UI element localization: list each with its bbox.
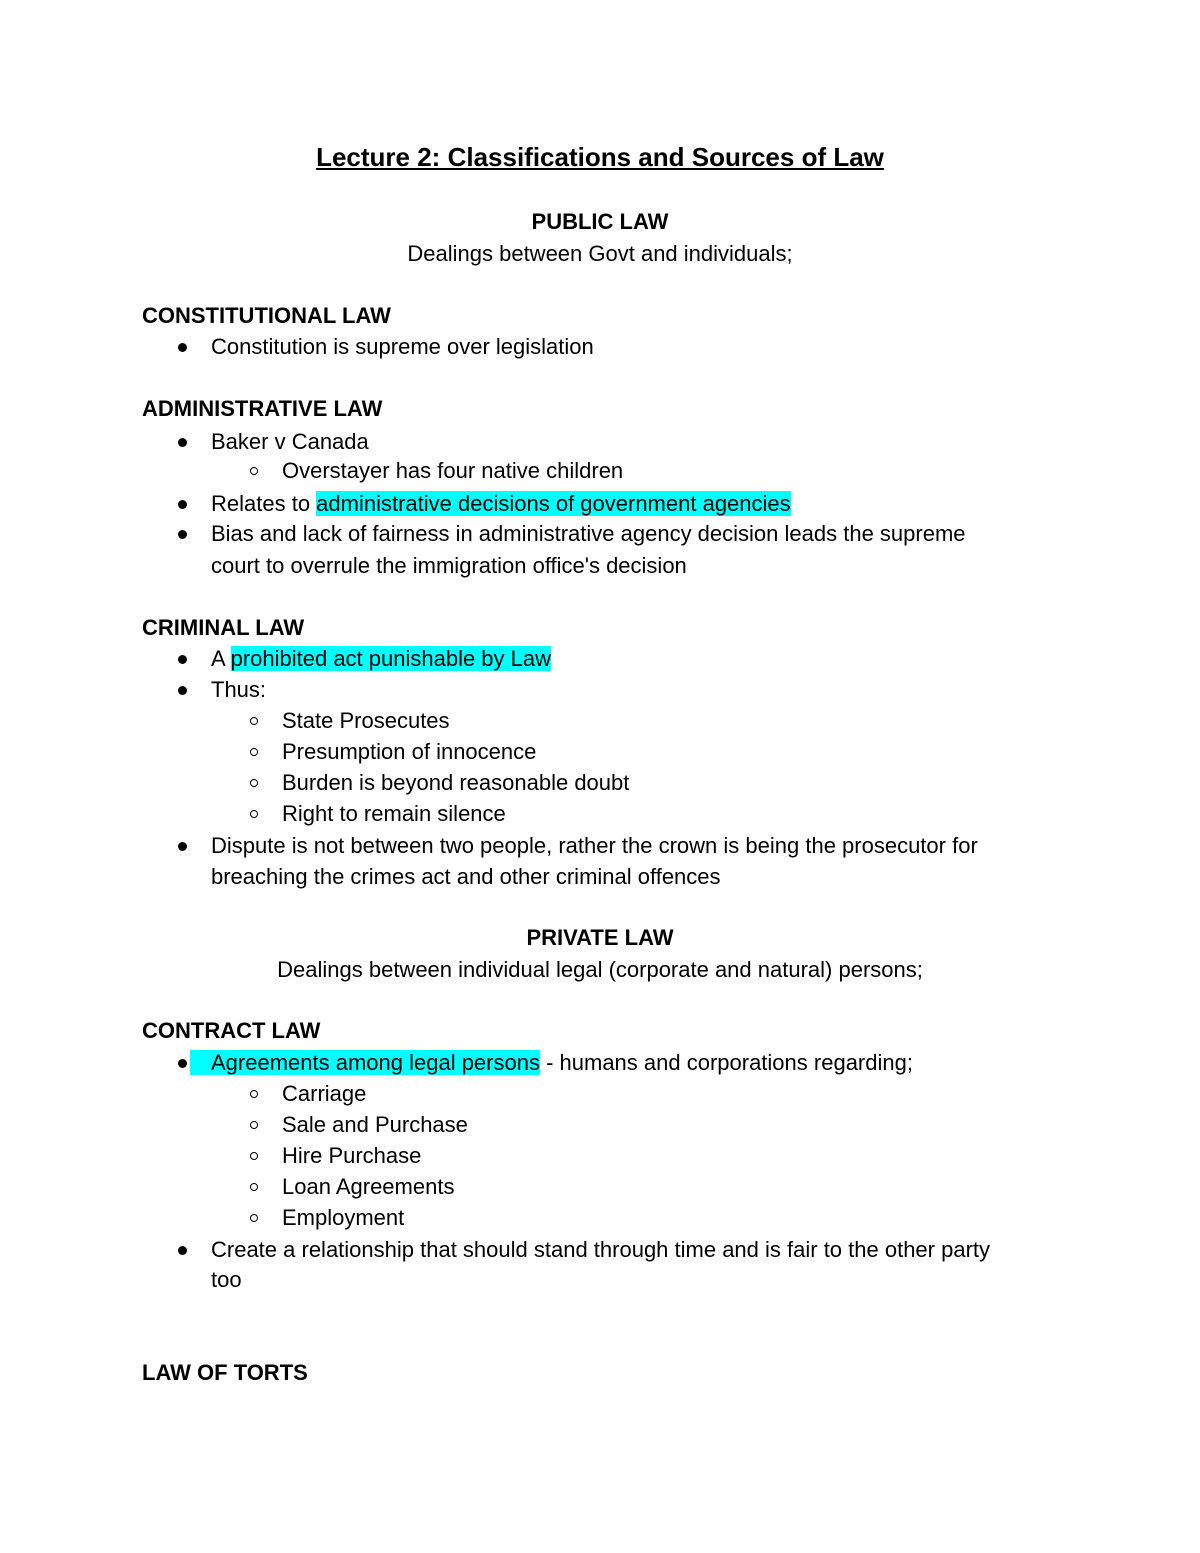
bullet-icon xyxy=(178,343,187,352)
sub-bullet-icon xyxy=(250,1214,258,1222)
administrative-bullet-3-line-2: court to overrule the immigration office's decision xyxy=(211,553,687,578)
administrative-law-heading: ADMINISTRATIVE LAW xyxy=(142,396,383,421)
contract-sub-bullet-1: Carriage xyxy=(282,1081,367,1106)
sub-bullet-icon xyxy=(250,748,258,756)
criminal-bullet-3-line-1: Dispute is not between two people, rather the crown is being the prosecutor for xyxy=(211,833,978,858)
sub-bullet-icon xyxy=(250,1152,258,1160)
sub-bullet-icon xyxy=(250,1121,258,1129)
contract-bullet-1 xyxy=(190,1048,913,1078)
criminal-bullet-2: Thus: xyxy=(211,677,267,702)
administrative-sub-bullet-1: Overstayer has four native children xyxy=(282,458,624,483)
criminal-bullet-1 xyxy=(211,644,551,674)
sub-bullet-icon xyxy=(250,810,258,818)
administrative-bullet-3-line-1: Bias and lack of fairness in administrative agency decision leads the supreme xyxy=(211,521,966,546)
private-law-subtitle: Dealings between individual legal (corporate and natural) persons; xyxy=(277,957,923,982)
criminal-sub-bullet-4: Right to remain silence xyxy=(282,801,506,826)
public-law-heading: PUBLIC LAW xyxy=(531,209,669,234)
criminal-law-heading: CRIMINAL LAW xyxy=(142,615,305,640)
bullet-icon xyxy=(178,530,187,539)
law-of-torts-heading: LAW OF TORTS xyxy=(142,1360,308,1385)
bullet-icon xyxy=(178,842,187,851)
highlighted-text: administrative decisions of government agencies xyxy=(316,491,791,516)
contract-bullet-2-line-1: Create a relationship that should stand through time and is fair to the other party xyxy=(211,1237,991,1262)
contract-sub-bullet-3: Hire Purchase xyxy=(282,1143,422,1168)
administrative-bullet-2-text: Relates to xyxy=(211,491,317,516)
private-law-heading: PRIVATE LAW xyxy=(526,925,674,950)
sub-bullet-icon xyxy=(250,1183,258,1191)
bullet-icon xyxy=(178,686,187,695)
contract-sub-bullet-5: Employment xyxy=(282,1205,405,1230)
bullet-icon xyxy=(178,655,187,664)
document-title: Lecture 2: Classifications and Sources of Law xyxy=(316,142,884,172)
constitutional-bullet-1: Constitution is supreme over legislation xyxy=(211,334,594,359)
sub-bullet-icon xyxy=(250,467,258,475)
criminal-bullet-3-line-2: breaching the crimes act and other criminal offences xyxy=(211,864,721,889)
sub-bullet-icon xyxy=(250,717,258,725)
contract-sub-bullet-2: Sale and Purchase xyxy=(282,1112,468,1137)
criminal-bullet-1-text: A xyxy=(211,646,231,671)
bullet-icon xyxy=(178,1059,187,1068)
constitutional-law-heading: CONSTITUTIONAL LAW xyxy=(142,303,391,328)
sub-bullet-icon xyxy=(250,1090,258,1098)
contract-sub-bullet-4: Loan Agreements xyxy=(282,1174,455,1199)
highlighted-text: Agreements among legal persons xyxy=(190,1050,540,1075)
contract-law-heading: CONTRACT LAW xyxy=(142,1018,321,1043)
bullet-icon xyxy=(178,500,187,509)
criminal-sub-bullet-3: Burden is beyond reasonable doubt xyxy=(282,770,630,795)
public-law-subtitle: Dealings between Govt and individuals; xyxy=(407,241,793,266)
sub-bullet-icon xyxy=(250,779,258,787)
highlighted-text: prohibited act punishable by Law xyxy=(230,646,552,671)
bullet-icon xyxy=(178,438,187,447)
contract-bullet-2-line-2: too xyxy=(211,1267,242,1292)
administrative-bullet-2 xyxy=(211,489,791,519)
contract-bullet-1-text: - humans and corporations regarding; xyxy=(539,1050,913,1075)
criminal-sub-bullet-2: Presumption of innocence xyxy=(282,739,537,764)
administrative-bullet-1: Baker v Canada xyxy=(211,429,369,454)
bullet-icon xyxy=(178,1246,187,1255)
criminal-sub-bullet-1: State Prosecutes xyxy=(282,708,450,733)
